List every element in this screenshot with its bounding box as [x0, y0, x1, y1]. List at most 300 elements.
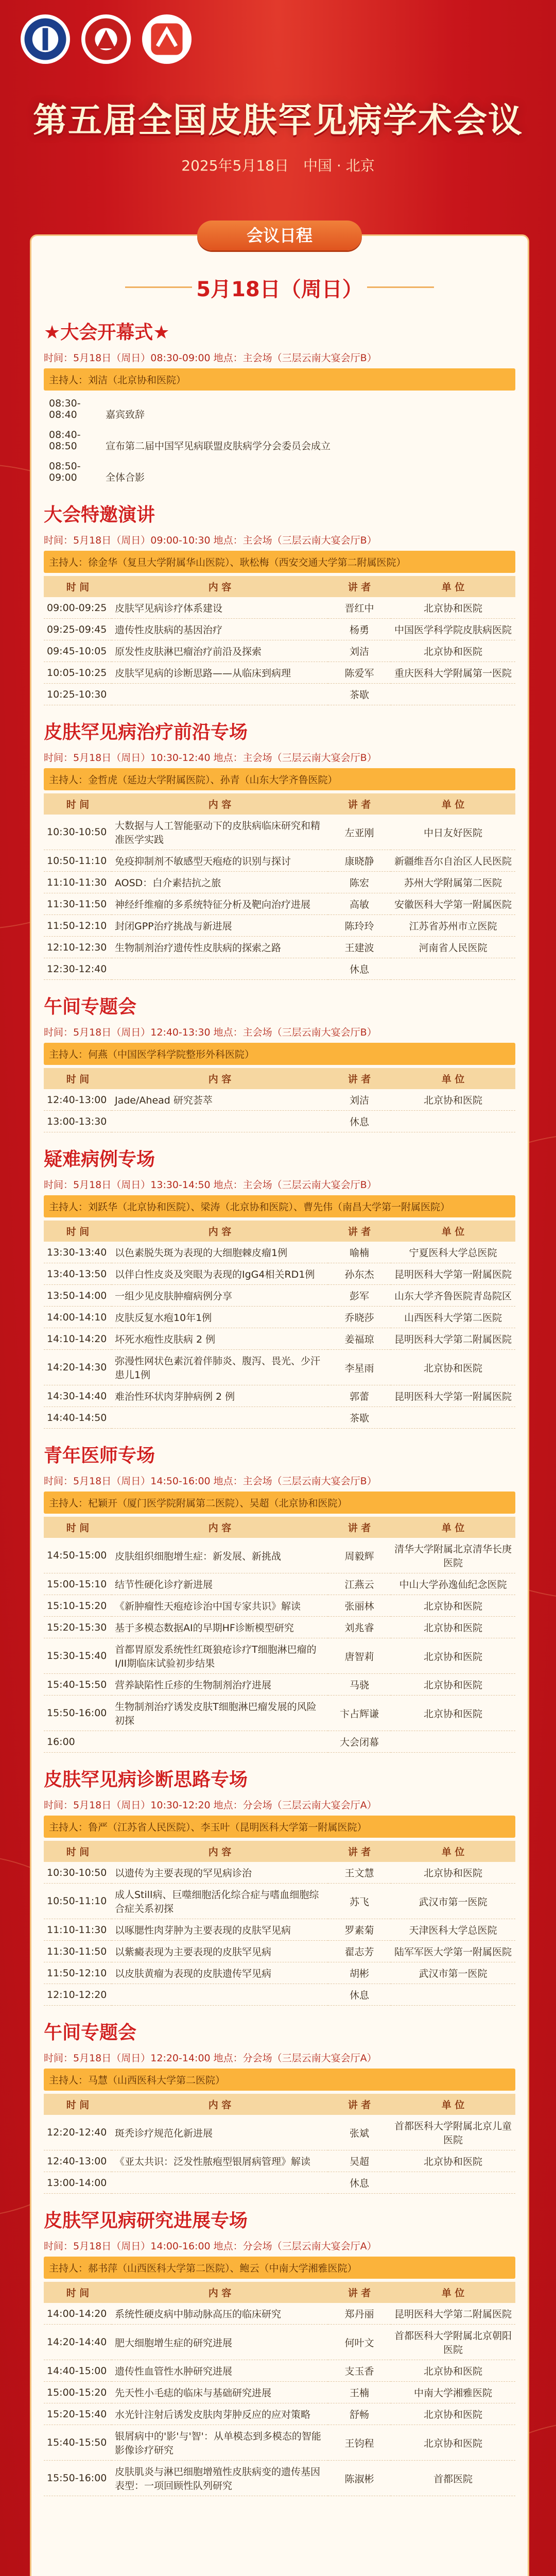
item-content: 宣布第二届中国罕见病联盟皮肤病学分会委员会成立	[106, 440, 331, 452]
cell-unit: 江苏省苏州市立医院	[391, 915, 515, 937]
table-row	[44, 937, 515, 958]
cell-unit: 昆明医科大学第一附属医院	[391, 1385, 515, 1407]
section-host: 主持人：刘跃华（北京协和医院）、梁涛（北京协和医院）、曹先伟（南昌大学第一附属医院）	[44, 1195, 515, 1217]
section-title: 皮肤罕见病治疗前沿专场	[44, 722, 248, 743]
schedule-table	[44, 1221, 515, 1429]
cell-content: 大数据与人工智能驱动下的皮肤病临床研究和精准医学实践	[112, 815, 328, 850]
cell-content: 一组少见皮肤肿瘤病例分享	[112, 1285, 328, 1307]
cell-speaker: 王钧程	[328, 2425, 391, 2461]
table-row	[44, 1350, 515, 1385]
cell-content: 弥漫性网状色素沉着伴肺炎、腹泻、畏光、少汗患儿1例	[112, 1350, 328, 1385]
table-row	[44, 1242, 515, 1263]
table-row	[44, 2115, 515, 2150]
cell-content	[112, 1984, 328, 2006]
cell-speaker: 胡彬	[328, 1962, 391, 1984]
item-time: 08:30-08:40	[49, 398, 81, 420]
section-cases	[31, 1145, 528, 1429]
cell-speaker: 晋红中	[328, 597, 391, 619]
section-title: 皮肤罕见病诊断思路专场	[44, 1769, 248, 1790]
cell-unit	[391, 1111, 515, 1132]
cell-time: 14:40-15:00	[44, 2360, 112, 2382]
header-time: 时 间	[44, 1221, 112, 1242]
cell-content: 先天性小毛痣的临床与基础研究进展	[112, 2382, 328, 2403]
cell-unit: 武汉市第一医院	[391, 1884, 515, 1919]
cell-time: 12:10-12:30	[44, 937, 112, 958]
header-speaker: 讲 者	[328, 1841, 391, 1862]
cell-time: 10:05-10:25	[44, 662, 112, 684]
cell-content: 皮肤组织细胞增生症：新发展、新挑战	[112, 1538, 328, 1573]
schedule-table	[44, 1841, 515, 2006]
list-item	[44, 425, 515, 456]
cell-content: 难治性环状肉芽肿病例 2 例	[112, 1385, 328, 1407]
header-speaker: 讲 者	[328, 1068, 391, 1089]
cell-content: 免疫抑制剂不敏感型天疱疮的识别与探讨	[112, 850, 328, 872]
table-row	[44, 1638, 515, 1674]
cell-unit: 北京协和医院	[391, 1595, 515, 1617]
header-content: 内 容	[112, 1517, 328, 1538]
section-host: 主持人：马慧（山西医科大学第二医院）	[44, 2069, 515, 2091]
header-time: 时 间	[44, 793, 112, 815]
cell-content: 遗传性皮肤病的基因治疗	[112, 619, 328, 640]
cell-time: 11:50-12:10	[44, 915, 112, 937]
cell-time: 14:30-14:40	[44, 1385, 112, 1407]
table-row	[44, 1595, 515, 1617]
cell-time: 12:40-13:00	[44, 1089, 112, 1111]
table-row	[44, 1862, 515, 1884]
cell-content: 首都胃原发系统性红斑狼疮诊疗T细胞淋巴瘤的I/II期临床试验初步结果	[112, 1638, 328, 1674]
item-time: 08:40-08:50	[49, 429, 81, 452]
cell-unit: 中南大学湘雅医院	[391, 2382, 515, 2403]
cell-unit: 山东大学齐鲁医院青岛院区	[391, 1285, 515, 1307]
cell-unit: 昆明医科大学第二附属医院	[391, 1328, 515, 1350]
header-unit: 单 位	[391, 2094, 515, 2115]
cell-content: 皮肤肌炎与淋巴细胞增殖性皮肤病变的遗传基因表型：一项回顾性队列研究	[112, 2461, 328, 2496]
logo-group	[21, 14, 192, 64]
section-info: 时间：5月18日（周日）14:50-16:00 地点：主会场（三层云南大宴会厅B）	[44, 1476, 377, 1487]
cell-time: 15:30-15:40	[44, 1638, 112, 1674]
cell-unit	[391, 1731, 515, 1753]
cell-unit	[391, 1984, 515, 2006]
day-label: 5月18日（周日）	[135, 273, 424, 302]
cell-content: 以紫癜表现为主要表现的皮肤罕见病	[112, 1941, 328, 1962]
table-row	[44, 2150, 515, 2172]
table-row	[44, 958, 515, 980]
table-row	[44, 1984, 515, 2006]
section-invited	[31, 500, 528, 705]
cell-content: 遗传性血管性水肿研究进展	[112, 2360, 328, 2382]
section-diagnosis	[31, 1765, 528, 2006]
cell-speaker: 王文慧	[328, 1862, 391, 1884]
section-title: 大会特邀演讲	[44, 504, 155, 526]
cell-content: 银屑病中的'影'与'智'：从单模态到多模态的智能影像诊疗研究	[112, 2425, 328, 2461]
cell-time: 14:20-14:30	[44, 1350, 112, 1385]
cell-content: 成人Still病、巨噬细胞活化综合症与嗜血细胞综合症关系初探	[112, 1884, 328, 1919]
cell-time: 10:25-10:30	[44, 684, 112, 705]
cell-time: 13:40-13:50	[44, 1263, 112, 1285]
cell-speaker: 茶歇	[328, 1407, 391, 1429]
cell-speaker: 李星雨	[328, 1350, 391, 1385]
cell-time: 15:10-15:20	[44, 1595, 112, 1617]
cell-content: AOSD：白介素拮抗之旅	[112, 872, 328, 893]
cell-speaker: 康晓静	[328, 850, 391, 872]
cell-unit: 新疆维吾尔自治区人民医院	[391, 850, 515, 872]
cell-content	[112, 2172, 328, 2194]
cell-speaker: 大会闭幕	[328, 1731, 391, 1753]
table-row	[44, 662, 515, 684]
cell-content: 斑秃诊疗规范化新进展	[112, 2115, 328, 2150]
cell-time: 09:25-09:45	[44, 619, 112, 640]
cell-speaker: 高敏	[328, 893, 391, 915]
schedule-table	[44, 2094, 515, 2194]
cell-unit: 北京协和医院	[391, 2425, 515, 2461]
cell-time: 13:00-13:30	[44, 1111, 112, 1132]
cell-speaker: 支玉香	[328, 2360, 391, 2382]
section-opening	[31, 318, 528, 488]
cell-unit: 首都医科大学附属北京儿童医院	[391, 2115, 515, 2150]
table-row	[44, 597, 515, 619]
cell-speaker: 周毅辉	[328, 1538, 391, 1573]
cell-content: 《亚太共识：泛发性脓疱型银屑病管理》解读	[112, 2150, 328, 2172]
cell-content	[112, 684, 328, 705]
table-row	[44, 1285, 515, 1307]
section-title: 午间专题会	[44, 996, 137, 1018]
cell-time: 14:10-14:20	[44, 1328, 112, 1350]
section-host: 主持人：何燕（中国医学科学院整形外科医院）	[44, 1043, 515, 1065]
cell-speaker: 何叶文	[328, 2325, 391, 2360]
table-row	[44, 1573, 515, 1595]
conference-title: 第五届全国皮肤罕见病学术会议	[33, 100, 523, 140]
cell-speaker: 休息	[328, 1111, 391, 1132]
cell-speaker: 吴超	[328, 2150, 391, 2172]
table-row	[44, 619, 515, 640]
schedule-table	[44, 1517, 515, 1753]
cell-content: 系统性硬皮病中肺动脉高压的临床研究	[112, 2303, 328, 2325]
cell-unit: 昆明医科大学第一附属医院	[391, 1263, 515, 1285]
header-content: 内 容	[112, 1068, 328, 1089]
cell-content	[112, 1731, 328, 1753]
cell-unit: 北京协和医院	[391, 640, 515, 662]
cell-unit: 中国医学科学院皮肤病医院	[391, 619, 515, 640]
section-title: ★大会开幕式★	[44, 322, 170, 343]
cell-speaker: 陈淑彬	[328, 2461, 391, 2496]
cell-time: 10:50-11:10	[44, 850, 112, 872]
cell-speaker: 陈爱军	[328, 662, 391, 684]
cell-unit: 北京协和医院	[391, 1089, 515, 1111]
cell-unit: 北京协和医院	[391, 1638, 515, 1674]
cell-unit: 北京协和医院	[391, 597, 515, 619]
cell-content	[112, 1407, 328, 1429]
cell-unit: 北京协和医院	[391, 2403, 515, 2425]
section-info: 时间：5月18日（周日）10:30-12:40 地点：主会场（三层云南大宴会厅B）	[44, 752, 377, 764]
cell-content: 水光针注射后诱发皮肤肉芽肿反应的应对策略	[112, 2403, 328, 2425]
cell-content: 坏死水疱性皮肤病 2 例	[112, 1328, 328, 1350]
cell-time: 11:30-11:50	[44, 893, 112, 915]
header-content: 内 容	[112, 793, 328, 815]
cell-time: 10:50-11:10	[44, 1884, 112, 1919]
logo-3	[142, 14, 192, 64]
cell-time: 15:40-15:50	[44, 1674, 112, 1696]
cell-speaker: 张丽林	[328, 1595, 391, 1617]
cell-unit	[391, 684, 515, 705]
cell-unit: 安徽医科大学第一附属医院	[391, 893, 515, 915]
table-row	[44, 1884, 515, 1919]
cell-content: 以啄腮性肉芽肿为主要表现的皮肤罕见病	[112, 1919, 328, 1941]
cell-speaker: 卞占辉谦	[328, 1696, 391, 1731]
cell-time: 15:00-15:20	[44, 2382, 112, 2403]
cell-unit: 北京协和医院	[391, 2360, 515, 2382]
header-unit: 单 位	[391, 2282, 515, 2303]
cell-speaker: 张斌	[328, 2115, 391, 2150]
cell-unit	[391, 1407, 515, 1429]
cell-content: 皮肤反复水疱10年1例	[112, 1307, 328, 1328]
cell-unit: 苏州大学附属第二医院	[391, 872, 515, 893]
cell-time: 16:00	[44, 1731, 112, 1753]
table-row	[44, 1385, 515, 1407]
cell-time: 11:30-11:50	[44, 1941, 112, 1962]
cell-speaker: 王楠	[328, 2382, 391, 2403]
table-row	[44, 915, 515, 937]
cell-unit: 河南省人民医院	[391, 937, 515, 958]
cell-speaker: 陈玲玲	[328, 915, 391, 937]
cell-time: 09:45-10:05	[44, 640, 112, 662]
section-title: 皮肤罕见病研究进展专场	[44, 2210, 248, 2231]
cell-unit: 中日友好医院	[391, 815, 515, 850]
section-noon2	[31, 2018, 528, 2194]
header-time: 时 间	[44, 1068, 112, 1089]
cell-time: 15:00-15:10	[44, 1573, 112, 1595]
table-row	[44, 1617, 515, 1638]
header-speaker: 讲 者	[328, 1517, 391, 1538]
cell-content: 《新肿瘤性天疱疮诊治中国专家共识》解读	[112, 1595, 328, 1617]
cell-content: 原发性皮肤淋巴瘤治疗前沿及探索	[112, 640, 328, 662]
cell-speaker: 江燕云	[328, 1573, 391, 1595]
header-content: 内 容	[112, 576, 328, 597]
table-row	[44, 1089, 515, 1111]
cell-content: 封闭GPP治疗挑战与新进展	[112, 915, 328, 937]
cell-time: 15:50-16:00	[44, 1696, 112, 1731]
cell-unit	[391, 958, 515, 980]
schedule-table	[44, 793, 515, 980]
schedule-table	[44, 1068, 515, 1132]
cell-time: 15:20-15:40	[44, 2403, 112, 2425]
cell-unit: 天津医科大学总医院	[391, 1919, 515, 1941]
cell-content	[112, 1111, 328, 1132]
cell-speaker: 唐智莉	[328, 1638, 391, 1674]
table-row	[44, 1263, 515, 1285]
section-host: 主持人：郝书萍（山西医科大学第二医院）、鲍云（中南大学湘雅医院）	[44, 2257, 515, 2279]
cell-speaker: 休息	[328, 2172, 391, 2194]
agenda-tab: 会议日程	[197, 221, 362, 250]
cell-unit: 中山大学孙逸仙纪念医院	[391, 1573, 515, 1595]
cell-speaker: 杨勇	[328, 619, 391, 640]
cell-speaker: 罗素菊	[328, 1919, 391, 1941]
section-title: 午间专题会	[44, 2022, 137, 2043]
table-row	[44, 1919, 515, 1941]
cell-speaker: 茶歇	[328, 684, 391, 705]
agenda-card	[30, 226, 529, 2576]
cell-time: 14:00-14:10	[44, 1307, 112, 1328]
table-row	[44, 1696, 515, 1731]
cell-unit: 重庆医科大学附属第一医院	[391, 662, 515, 684]
section-info: 时间：5月18日（周日）12:20-14:00 地点：分会场（三层云南大宴会厅A）	[44, 2053, 377, 2064]
cell-time: 10:30-10:50	[44, 815, 112, 850]
section-title: 疑难病例专场	[44, 1149, 155, 1170]
header-unit: 单 位	[391, 1068, 515, 1089]
cell-content: 生物制剂治疗遗传性皮肤病的探索之路	[112, 937, 328, 958]
cell-content: 皮肤罕见病的诊断思路——从临床到病理	[112, 662, 328, 684]
header-content: 内 容	[112, 2282, 328, 2303]
header-speaker: 讲 者	[328, 793, 391, 815]
header-time: 时 间	[44, 2282, 112, 2303]
header-unit: 单 位	[391, 1221, 515, 1242]
header-unit: 单 位	[391, 576, 515, 597]
item-content: 全体合影	[106, 472, 145, 483]
table-row	[44, 2425, 515, 2461]
header-speaker: 讲 者	[328, 576, 391, 597]
cell-content: 营养缺陷性丘疹的生物制剂治疗进展	[112, 1674, 328, 1696]
table-row	[44, 684, 515, 705]
cell-unit: 北京协和医院	[391, 1617, 515, 1638]
header-unit: 单 位	[391, 793, 515, 815]
table-row	[44, 1538, 515, 1573]
cell-speaker: 彭军	[328, 1285, 391, 1307]
cell-speaker: 姜福琼	[328, 1328, 391, 1350]
item-time: 08:50-09:00	[49, 461, 81, 483]
cell-speaker: 陈宏	[328, 872, 391, 893]
logo-2	[81, 14, 131, 64]
section-info: 时间：5月18日（周日）13:30-14:50 地点：主会场（三层云南大宴会厅B）	[44, 1179, 377, 1191]
table-row	[44, 2403, 515, 2425]
cell-speaker: 刘兆睿	[328, 1617, 391, 1638]
cell-unit: 北京协和医院	[391, 1350, 515, 1385]
cell-unit: 昆明医科大学第二附属医院	[391, 2303, 515, 2325]
cell-content: 结节性硬化诊疗新进展	[112, 1573, 328, 1595]
table-row	[44, 815, 515, 850]
cell-time: 14:40-14:50	[44, 1407, 112, 1429]
cell-time: 15:20-15:30	[44, 1617, 112, 1638]
cell-content: 以伴白性皮炎及突眼为表现的IgG4相关RD1例	[112, 1263, 328, 1285]
section-host: 主持人：徐金华（复旦大学附属华山医院）、耿松梅（西安交通大学第二附属医院）	[44, 551, 515, 573]
table-row	[44, 1962, 515, 1984]
cell-content: Jade/Ahead 研究荟萃	[112, 1089, 328, 1111]
header-time: 时 间	[44, 576, 112, 597]
cell-time: 12:30-12:40	[44, 958, 112, 980]
page-header	[0, 0, 556, 242]
cell-content: 皮肤罕见病诊疗体系建设	[112, 597, 328, 619]
header-time: 时 间	[44, 1841, 112, 1862]
section-host: 主持人：杞颖开（厦门医学院附属第二医院）、吴超（北京协和医院）	[44, 1492, 515, 1514]
cell-time: 13:00-14:00	[44, 2172, 112, 2194]
header-time: 时 间	[44, 1517, 112, 1538]
table-row	[44, 2382, 515, 2403]
cell-content: 基于多模态数据AI的早期HF诊断模型研究	[112, 1617, 328, 1638]
cell-time: 14:50-15:00	[44, 1538, 112, 1573]
table-row	[44, 1674, 515, 1696]
cell-speaker: 翟志芳	[328, 1941, 391, 1962]
cell-time: 11:50-12:10	[44, 1962, 112, 1984]
cell-unit: 宁夏医科大学总医院	[391, 1242, 515, 1263]
cell-unit: 北京协和医院	[391, 1862, 515, 1884]
section-host: 主持人：刘洁（北京协和医院）	[44, 368, 515, 391]
cell-speaker: 左亚刚	[328, 815, 391, 850]
cell-time: 11:10-11:30	[44, 1919, 112, 1941]
section-info: 时间：5月18日（周日）12:40-13:30 地点：主会场（三层云南大宴会厅B）	[44, 1027, 377, 1038]
cell-time: 12:10-12:20	[44, 1984, 112, 2006]
cell-speaker: 刘洁	[328, 1089, 391, 1111]
cell-time: 14:00-14:20	[44, 2303, 112, 2325]
cell-content: 肥大细胞增生症的研究进展	[112, 2325, 328, 2360]
header-content: 内 容	[112, 1841, 328, 1862]
cell-unit: 北京协和医院	[391, 2150, 515, 2172]
table-row	[44, 640, 515, 662]
section-info: 时间：5月18日（周日）14:00-16:00 地点：分会场（三层云南大宴会厅A）	[44, 2241, 377, 2252]
cell-speaker: 舒畅	[328, 2403, 391, 2425]
cell-content: 生物制剂治疗诱发皮肤T细胞淋巴瘤发展的风险初探	[112, 1696, 328, 1731]
section-treatment	[31, 718, 528, 980]
schedule-table	[44, 2282, 515, 2496]
list-item	[44, 456, 515, 488]
section-info: 时间：5月18日（周日）08:30-09:00 地点：主会场（三层云南大宴会厅B）	[44, 352, 377, 364]
table-row	[44, 1111, 515, 1132]
cell-time: 13:30-13:40	[44, 1242, 112, 1263]
cell-time: 09:00-09:25	[44, 597, 112, 619]
header-unit: 单 位	[391, 1517, 515, 1538]
section-title: 青年医师专场	[44, 1445, 155, 1466]
cell-time: 15:50-16:00	[44, 2461, 112, 2496]
cell-speaker: 郭蕾	[328, 1385, 391, 1407]
cell-time: 11:10-11:30	[44, 872, 112, 893]
table-row	[44, 2461, 515, 2496]
cell-time: 12:40-13:00	[44, 2150, 112, 2172]
cell-unit: 清华大学附属北京清华长庚医院	[391, 1538, 515, 1573]
table-row	[44, 872, 515, 893]
header-speaker: 讲 者	[328, 1221, 391, 1242]
section-info: 时间：5月18日（周日）09:00-10:30 地点：主会场（三层云南大宴会厅B）	[44, 535, 377, 546]
section-host: 主持人：鲁严（江苏省人民医院）、李玉叶（昆明医科大学第一附属医院）	[44, 1816, 515, 1838]
header-unit: 单 位	[391, 1841, 515, 1862]
table-row	[44, 1731, 515, 1753]
cell-time: 12:20-12:40	[44, 2115, 112, 2150]
header-content: 内 容	[112, 2094, 328, 2115]
cell-unit: 山西医科大学第二医院	[391, 1307, 515, 1328]
cell-speaker: 马骁	[328, 1674, 391, 1696]
header-speaker: 讲 者	[328, 2094, 391, 2115]
table-row	[44, 2303, 515, 2325]
cell-speaker: 郑丹丽	[328, 2303, 391, 2325]
cell-unit: 武汉市第一医院	[391, 1962, 515, 1984]
cell-unit	[391, 2172, 515, 2194]
cell-speaker: 喻楠	[328, 1242, 391, 1263]
table-row	[44, 893, 515, 915]
cell-content: 以色素脱失斑为表现的大细胞棘皮瘤1例	[112, 1242, 328, 1263]
table-row	[44, 2360, 515, 2382]
date-place: 2025年5月18日 中国 · 北京	[181, 157, 375, 174]
header-speaker: 讲 者	[328, 2282, 391, 2303]
cell-content: 神经纤维瘤的多系统特征分析及靶向治疗进展	[112, 893, 328, 915]
cell-time: 14:20-14:40	[44, 2325, 112, 2360]
table-row	[44, 1328, 515, 1350]
table-row	[44, 1307, 515, 1328]
header-content: 内 容	[112, 1221, 328, 1242]
list-item	[44, 394, 515, 425]
cell-speaker: 王建波	[328, 937, 391, 958]
table-row	[44, 1407, 515, 1429]
section-young	[31, 1441, 528, 1753]
cell-unit: 北京协和医院	[391, 1674, 515, 1696]
cell-unit: 首都医科大学附属北京朝阳医院	[391, 2325, 515, 2360]
cell-speaker: 休息	[328, 1984, 391, 2006]
cell-speaker: 刘洁	[328, 640, 391, 662]
